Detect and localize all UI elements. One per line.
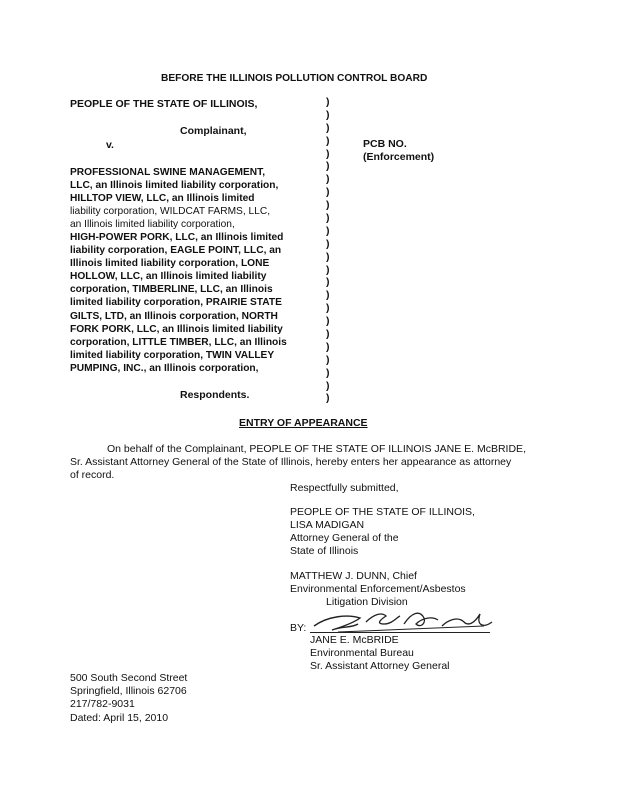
- paren-mark: ): [326, 134, 330, 147]
- address-city: Springfield, Illinois 62706: [70, 685, 187, 698]
- signer-name: JANE E. McBRIDE: [310, 634, 399, 646]
- ag-block: [290, 506, 475, 558]
- defendant-line: limited liability corporation, PRAIRIE STATE: [70, 297, 282, 309]
- defendant-line: corporation, TIMBERLINE, LLC, an Illinois: [70, 284, 273, 296]
- address-street: 500 South Second Street: [70, 672, 188, 684]
- paren-mark: ): [326, 121, 330, 134]
- caption-parentheses: [326, 96, 338, 405]
- paren-mark: ): [326, 328, 330, 341]
- paren-mark: ): [326, 212, 330, 225]
- paren-mark: ): [326, 340, 330, 353]
- paren-mark: ): [326, 237, 330, 250]
- defendants-list: [70, 166, 320, 375]
- defendant-line: liability corporation, WILDCAT FARMS, LLC,: [70, 206, 271, 218]
- chief-division-line: Environmental Enforcement/Asbestos: [290, 583, 466, 595]
- closing-text: Respectfully submitted,: [290, 482, 399, 494]
- address-phone: 217/782-9031: [70, 698, 135, 711]
- paren-mark: ): [326, 199, 330, 212]
- paren-mark: ): [326, 353, 330, 366]
- defendant-line: limited liability corporation, TWIN VALLEY: [70, 349, 275, 361]
- by-label: BY:: [290, 622, 307, 634]
- paren-mark: ): [326, 224, 330, 237]
- signer-block: [310, 634, 450, 673]
- ag-title-line: State of Illinois: [290, 545, 359, 557]
- defendant-line: FORK PORK, LLC, an Illinois limited liability: [70, 323, 283, 335]
- paren-mark: ): [326, 366, 330, 379]
- paren-mark: ): [326, 108, 330, 121]
- chief-block: [290, 570, 466, 609]
- defendant-line: an Illinois limited liability corporation,: [70, 219, 235, 231]
- respondents-label: Respondents.: [180, 389, 250, 401]
- entry-heading: ENTRY OF APPEARANCE: [239, 417, 368, 429]
- paren-mark: ): [326, 186, 330, 199]
- body-line: Sr. Assistant Attorney General of the State of Illinois, hereby enters her appearance as attorney: [70, 456, 512, 469]
- paren-mark: ): [326, 160, 330, 173]
- board-title: BEFORE THE ILLINOIS POLLUTION CONTROL BOARD: [161, 73, 428, 84]
- defendant-line: HOLLOW, LLC, an Illinois limited liability: [70, 271, 267, 283]
- body-line: On behalf of the Complainant, PEOPLE OF THE STATE OF ILLINOIS JANE E. McBRIDE,: [107, 443, 526, 455]
- paren-mark: ): [326, 315, 330, 328]
- defendant-line: GILTS, LTD, an Illinois corporation, NORTH: [70, 310, 278, 322]
- signer-bureau: Environmental Bureau: [310, 647, 414, 659]
- defendant-line: corporation, LITTLE TIMBER, LLC, an Illinois: [70, 336, 287, 348]
- paren-mark: ): [326, 392, 330, 405]
- defendant-line: PROFESSIONAL SWINE MANAGEMENT,: [70, 167, 266, 178]
- paren-mark: ): [326, 276, 330, 289]
- address-block: [70, 672, 187, 725]
- ag-name: LISA MADIGAN: [290, 519, 365, 531]
- chief-division-line: Litigation Division: [326, 596, 408, 608]
- plaintiff-name: PEOPLE OF THE STATE OF ILLINOIS,: [70, 98, 258, 110]
- body-line: of record.: [70, 469, 115, 482]
- defendant-line: LLC, an Illinois limited liability corporation,: [70, 180, 279, 192]
- paren-mark: ): [326, 263, 330, 276]
- defendant-line: PUMPING, INC., an Illinois corporation,: [70, 362, 259, 374]
- paren-mark: ): [326, 379, 330, 392]
- versus-label: v.: [106, 139, 114, 151]
- ag-title-line: Attorney General of the: [290, 532, 399, 544]
- chief-name: MATTHEW J. DUNN, Chief: [290, 570, 417, 582]
- paren-mark: ): [326, 302, 330, 315]
- defendant-line: Illinois limited liability corporation, LONE: [70, 258, 270, 270]
- paren-mark: ): [326, 173, 330, 186]
- defendant-line: HIGH-POWER PORK, LLC, an Illinois limited: [70, 232, 284, 244]
- date-line: Dated: April 15, 2010: [70, 711, 169, 724]
- closing-block: [290, 482, 399, 495]
- defendant-line: HILLTOP VIEW, LLC, an Illinois limited: [70, 193, 255, 205]
- paren-mark: ): [326, 96, 330, 108]
- signature-line: [310, 632, 490, 633]
- case-number: PCB NO.: [363, 138, 407, 150]
- paren-mark: ): [326, 250, 330, 263]
- signer-title: Sr. Assistant Attorney General: [310, 660, 450, 672]
- paren-mark: ): [326, 147, 330, 160]
- party-name: PEOPLE OF THE STATE OF ILLINOIS,: [290, 506, 475, 518]
- defendant-line: liability corporation, EAGLE POINT, LLC, an: [70, 245, 282, 257]
- case-type: (Enforcement): [363, 151, 435, 163]
- complainant-label: Complainant,: [180, 125, 247, 137]
- paren-mark: ): [326, 289, 330, 302]
- entry-body: [70, 443, 560, 483]
